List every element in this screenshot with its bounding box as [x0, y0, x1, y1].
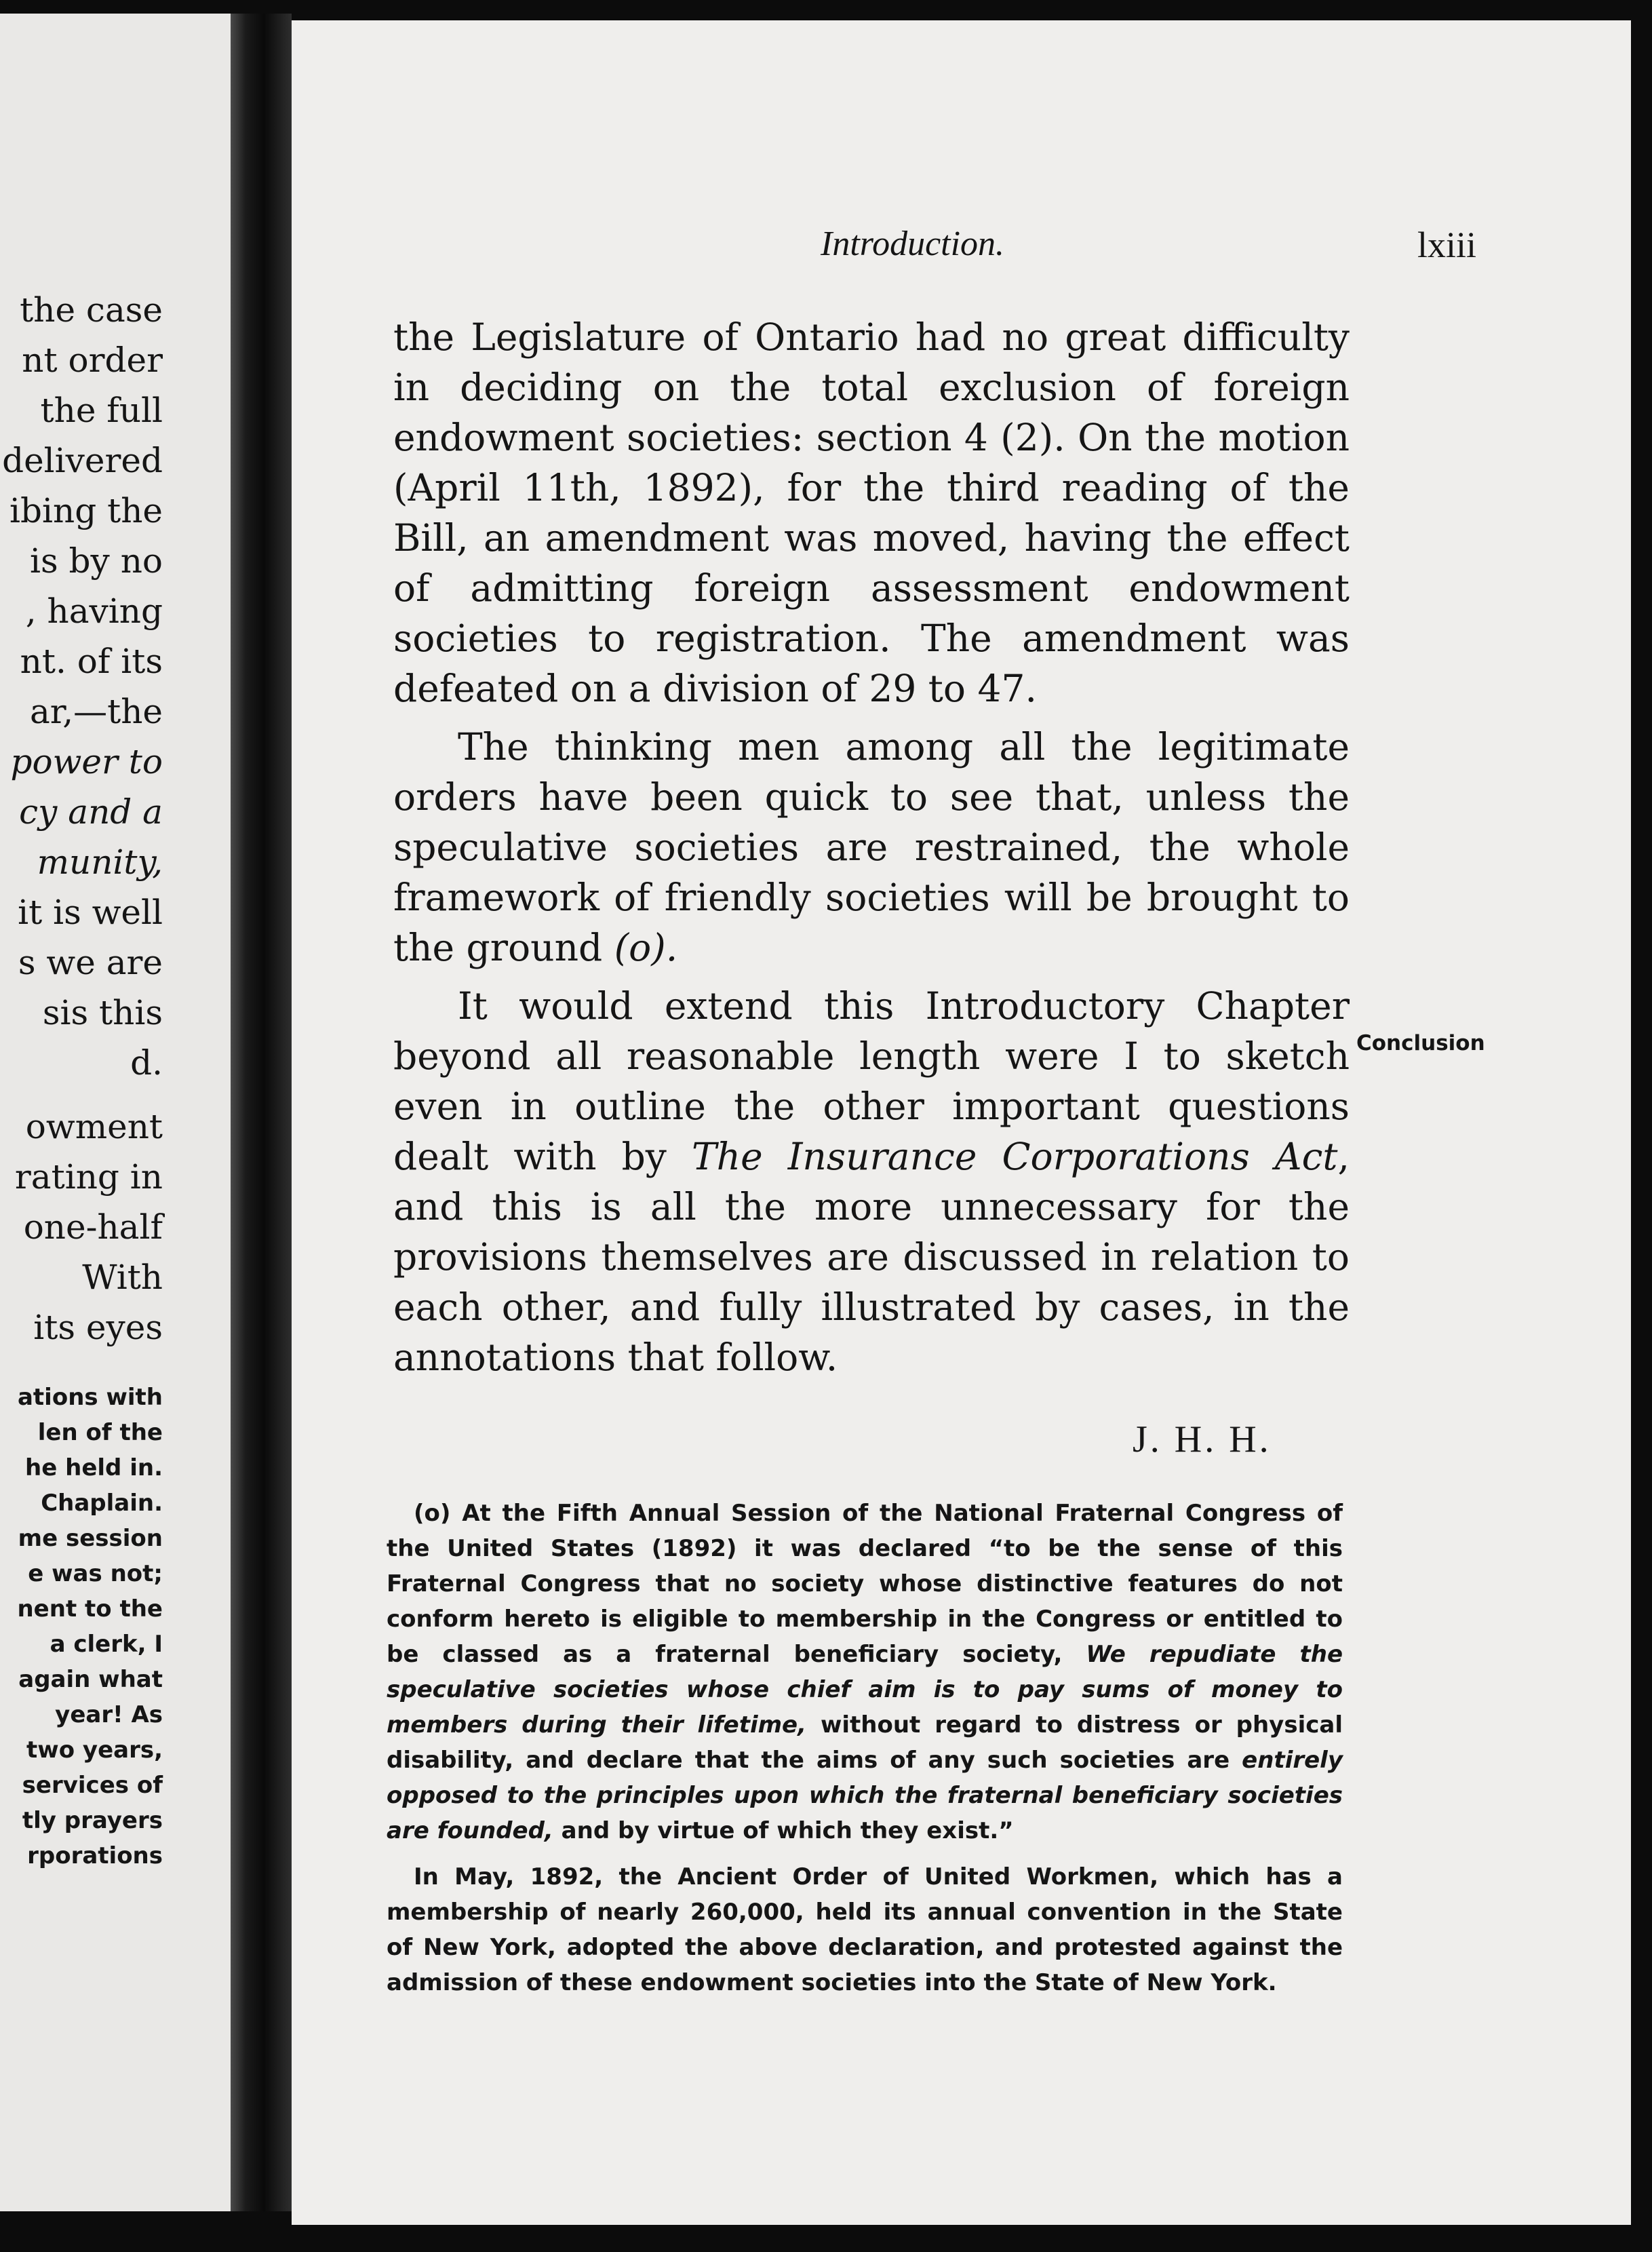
left-page-footnote-line: two years,: [26, 1736, 163, 1764]
left-page-line: the case: [20, 290, 163, 330]
footnote-continuation: In May, 1892, the Ancient Order of United Workmen, which has a membership of nearly 260,000, held its annual convention in the State of New York, adopted the above declaration, and protested against the admission of these endowment societies into the State of New York.: [387, 1863, 1343, 1996]
page-header: [292, 224, 1631, 278]
main-text: [393, 312, 1350, 1391]
footnote-o-italic-1: We repudiate the speculative societies whose chief aim is to pay sums of money to members during their lifetime,: [387, 1641, 1343, 1739]
footnote-o-text-b: without regard to distress or physical disability, and declare that the aims of any such societies are: [387, 1711, 1343, 1774]
footnote-o-italic-2: entirely opposed to the principles upon which the fraternal beneficiary societies are founded,: [387, 1747, 1343, 1844]
left-page-footnote-line: Chaplain.: [41, 1490, 163, 1517]
footnote-o: [387, 1496, 1343, 1848]
left-page-footnote-line: year! As: [55, 1701, 163, 1728]
left-page-line: sis this: [42, 993, 163, 1032]
paragraph-1: the Legislature of Ontario had no great difficulty in deciding on the total exclusion of foreign endowment societies: section 4 (2). On the motion (April 11th, 1892), for the third reading of the Bill, an amendment was moved, having the effect of admitting foreign assessment endowment societies to registration. The amendment was defeated on a division of 29 to 47.: [393, 315, 1350, 710]
left-page-line: rating in: [14, 1157, 163, 1197]
left-page-line: delivered: [2, 441, 163, 480]
left-page-line: munity,: [37, 842, 163, 882]
page-number: lxiii: [1417, 225, 1477, 265]
left-page-line: ar,—the: [30, 692, 163, 731]
paragraph-2: [393, 722, 1350, 973]
left-paragraph-gap: [0, 1088, 163, 1102]
book-gutter: [231, 14, 292, 2211]
left-page-line: owment: [25, 1107, 163, 1146]
right-page: [292, 20, 1631, 2225]
footnotes: [387, 1496, 1343, 2011]
left-page-footnote-line: he held in.: [25, 1454, 163, 1481]
left-page-body-lines: [0, 285, 163, 1353]
left-page-line: d.: [130, 1043, 163, 1083]
left-page-footnote-line: rporations: [27, 1842, 163, 1869]
left-page-line: the full: [40, 391, 163, 430]
left-page-line: its eyes: [33, 1308, 163, 1347]
left-page-footnote-lines: [0, 1380, 163, 1874]
paragraph-3: [393, 981, 1350, 1382]
footnote-reference: (o).: [614, 926, 678, 969]
left-page-text: [0, 285, 163, 1874]
author-initials: J. H. H.: [1133, 1418, 1272, 1460]
act-title: The Insurance Corporations Act: [691, 1135, 1338, 1178]
left-page-line: power to: [10, 742, 163, 781]
left-page-footnote-line: nent to the: [17, 1595, 163, 1623]
left-page-line: s we are: [18, 943, 163, 982]
left-page-footnote-line: tly prayers: [22, 1807, 163, 1834]
left-facing-page: [0, 14, 231, 2211]
paragraph-2-text: The thinking men among all the legitimate orders have been quick to see that, unless the speculative societies are restrained, the whole framework of friendly societies will be brought to the ground: [393, 725, 1350, 969]
left-page-footnote-line: ations with: [17, 1384, 163, 1411]
left-page-line: cy and a: [19, 792, 163, 832]
left-page-line: it is well: [18, 893, 163, 932]
footnote-o-text-c: and by virtue of which they exist.”: [553, 1817, 1014, 1844]
paragraph-3-text-b: , and this is all the more unnecessary for the provisions themselves are discussed in relation to each other, and fully illustrated by cases, in the annotations that follow.: [393, 1135, 1350, 1379]
left-page-line: nt order: [22, 341, 163, 380]
left-page-footnote-line: len of the: [37, 1419, 163, 1446]
left-page-line: ibing the: [9, 491, 163, 530]
left-page-footnote-line: a clerk, I: [50, 1631, 163, 1658]
left-page-line: , having: [25, 591, 163, 631]
left-page-footnote-line: e was not;: [28, 1560, 163, 1587]
paragraph-3-text-a: It would extend this Introductory Chapter beyond all reasonable length were I to sketch even in outline the other important questions dealt with by: [393, 984, 1350, 1178]
left-page-footnote-line: again what: [18, 1666, 163, 1693]
margin-note: Conclusion: [1356, 1031, 1485, 1055]
left-page-line: With: [82, 1258, 163, 1297]
left-page-line: one-half: [23, 1207, 163, 1247]
footnote-o-text-a: (o) At the Fifth Annual Session of the National Fraternal Congress of the United States (1892) it was declared “to be the sense of this Fraternal Congress that no society whose distinctive features do not conform hereto is eligible to membership in the Congress or entitled to be classed as a fraternal beneficiary society,: [387, 1500, 1343, 1668]
left-page-footnote-line: services of: [22, 1772, 163, 1799]
left-page-line: is by no: [30, 541, 163, 581]
left-page-line: nt. of its: [20, 642, 163, 681]
left-page-footnote-line: me session: [18, 1525, 163, 1552]
running-title: Introduction.: [821, 225, 1005, 263]
